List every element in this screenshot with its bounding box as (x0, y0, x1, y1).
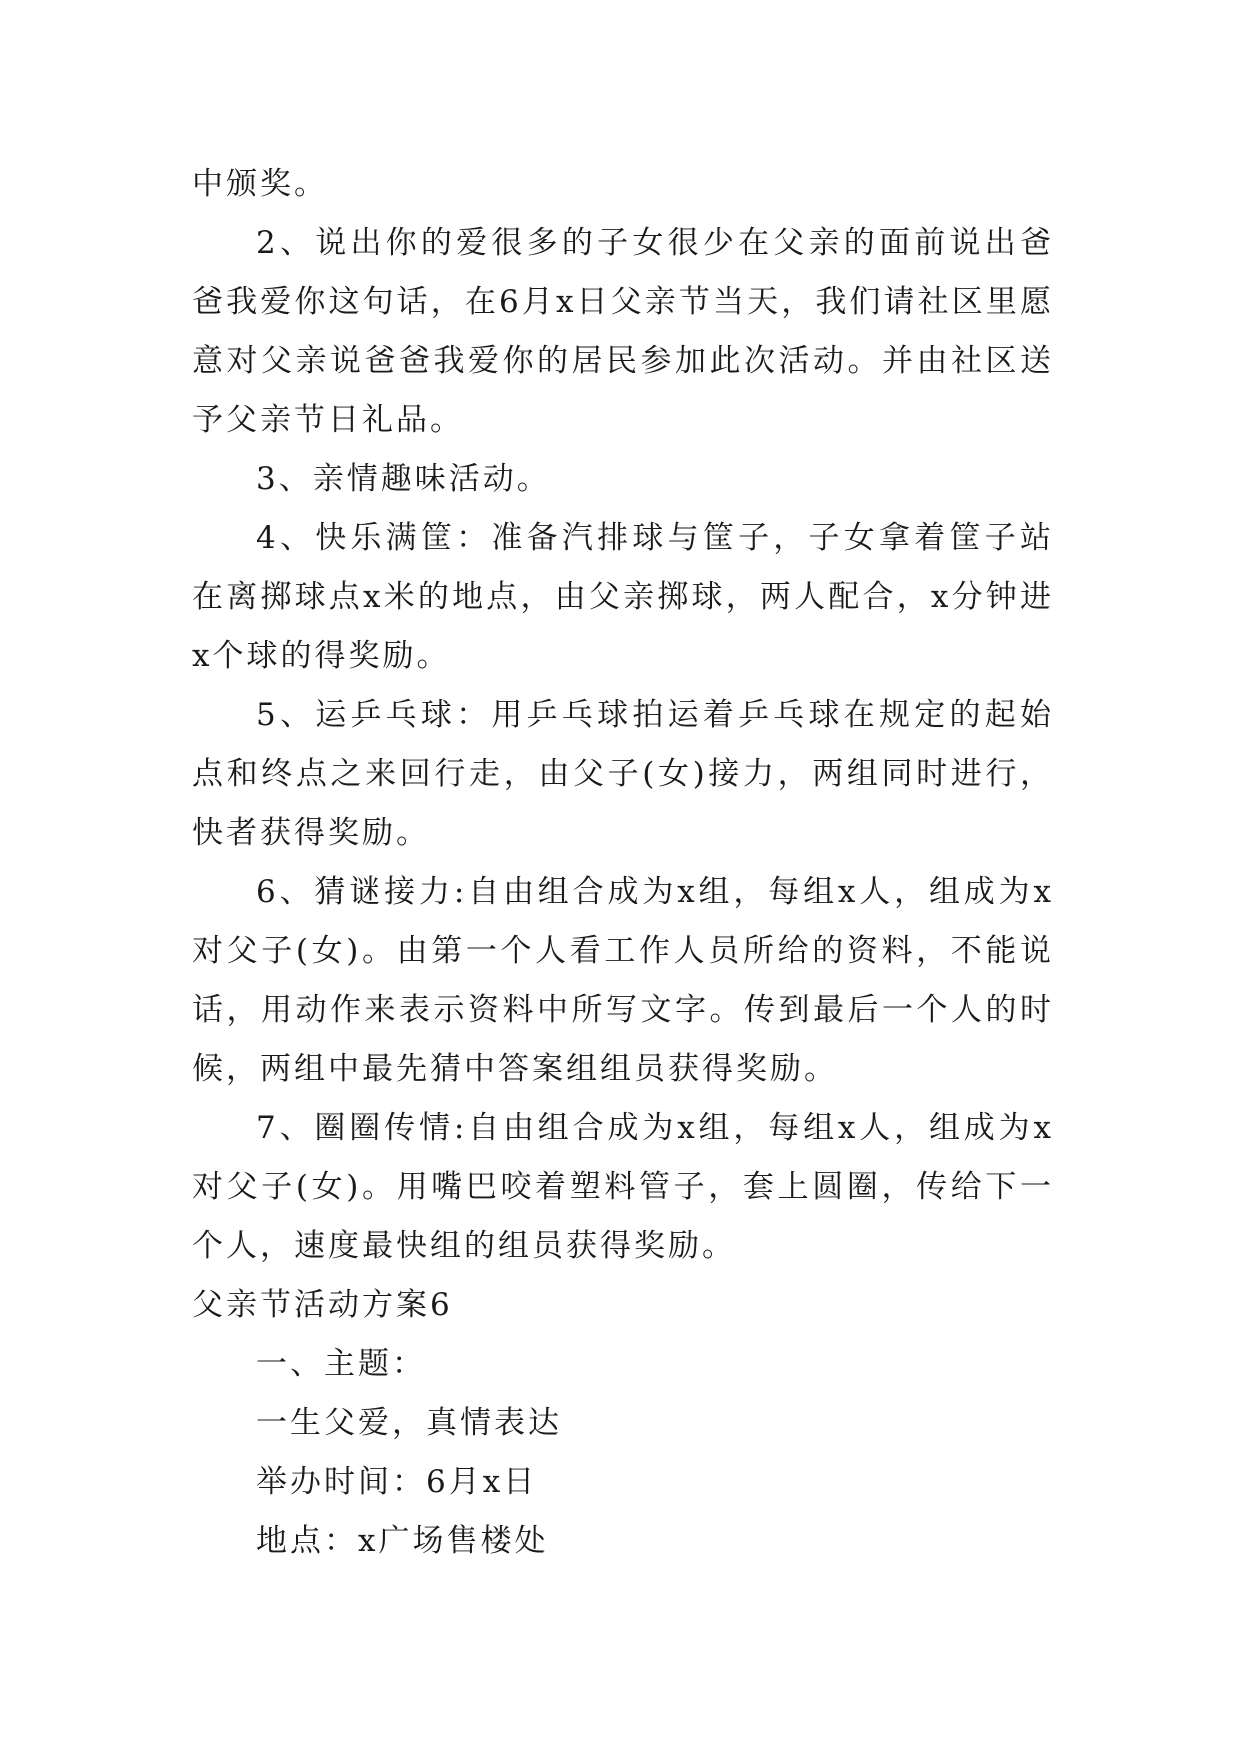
list-item: 2、说出你的爱很多的子女很少在父亲的面前说出爸爸我爱你这句话，在6月x日父亲节当天，我们请社区里愿意对父亲说爸爸我爱你的居民参加此次活动。并由社区送予父亲节日礼品。 (192, 225, 1054, 438)
list-item: 7、圈圈传情:自由组合成为x组，每组x人，组成为x对父子(女)。用嘴巴咬着塑料管子，套上圆圈，传给下一个人，速度最快组的组员获得奖励。 (192, 1110, 1054, 1264)
list-item: 4、快乐满筐：准备汽排球与筐子，子女拿着筐子站在离掷球点x米的地点，由父亲掷球，两人配合，x分钟进x个球的得奖励。 (192, 520, 1054, 674)
list-item: 5、运乒乓球：用乒乓球拍运着乒乓球在规定的起始点和终点之来回行走，由父子(女)接力，两组同时进行，快者获得奖励。 (192, 697, 1054, 851)
section-line: 举办时间：6月x日 (256, 1464, 538, 1500)
section-line: 一生父爱，真情表达 (256, 1405, 562, 1441)
section-line: 地点：x广场售楼处 (256, 1523, 549, 1559)
continuation-text: 中颁奖。 (192, 166, 328, 202)
section-line: 一、主题： (256, 1346, 426, 1382)
section-title: 父亲节活动方案6 (192, 1287, 453, 1323)
document-page (192, 155, 1054, 1571)
list-item: 6、猜谜接力:自由组合成为x组，每组x人，组成为x对父子(女)。由第一个人看工作人员所给的资料，不能说话，用动作来表示资料中所写文字。传到最后一个人的时候，两组中最先猜中答案组组员获得奖励。 (192, 874, 1054, 1087)
list-item: 3、亲情趣味活动。 (256, 461, 551, 497)
